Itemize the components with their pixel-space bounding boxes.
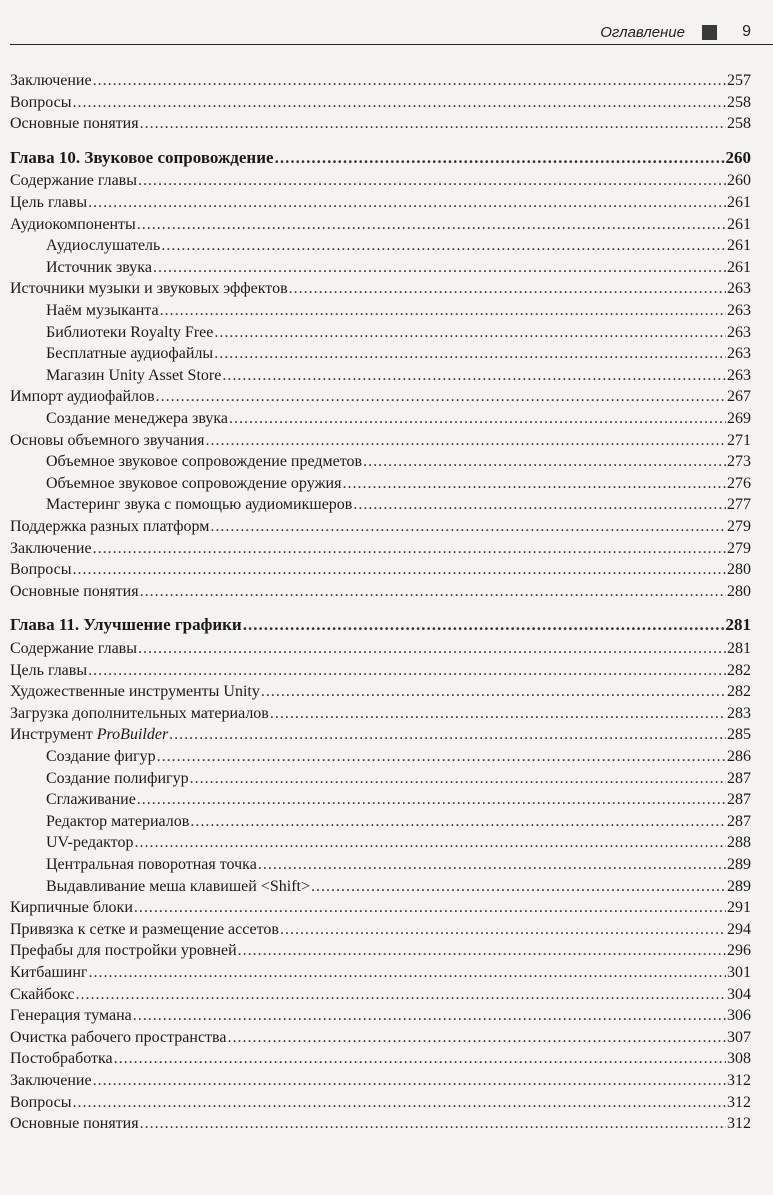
toc-page-number: 287 [727,812,751,830]
toc-entry-title-text: Содержание главы [10,640,137,657]
toc-entry-title [10,430,204,452]
dot-leader [311,876,726,898]
toc-page-number: 271 [727,431,751,449]
dot-leader [169,724,726,746]
toc-entry-row [10,538,751,560]
dot-leader [258,854,726,876]
toc-entry-row [46,451,751,473]
dot-leader [72,559,726,581]
toc-entry-title-text: Скайбокс [10,985,75,1003]
toc-page-number: 312 [727,1072,751,1089]
toc-page-number: 279 [727,539,751,557]
dot-leader [140,581,726,603]
toc-page-number: 263 [727,366,751,384]
toc-entry-row [10,703,751,725]
dot-leader [133,1005,726,1027]
toc-entry-row [46,789,751,811]
dot-leader [363,451,726,473]
running-header [10,0,773,45]
toc-page-number: 281 [725,615,751,635]
toc-entry-row [46,494,751,516]
toc-entry-title-text: Очистка рабочего пространства [10,1028,227,1046]
toc-entry-row [46,473,751,495]
dot-leader [153,257,726,279]
toc-entry-title-text: Цель главы [10,194,88,211]
toc-entry-title-text: Префабы для постройки уровней [10,942,237,960]
toc-entry-title [10,214,136,236]
toc-entry-title-text: Содержание главы [10,172,137,190]
toc-entry-title [10,703,269,725]
dot-leader [88,192,726,214]
toc-entry-title [46,322,213,344]
toc-page-number: 306 [727,1007,751,1025]
toc-entry-title-text: Источник звука [46,258,152,276]
toc-entry-title-text: Объемное звуковое сопровождение оружия [46,474,342,492]
toc-entry-title-text: Заключение [10,1072,92,1089]
toc-entry-row [46,408,751,430]
toc-entry-row [10,192,751,214]
toc-entry-title [10,147,274,169]
toc-page-number: 286 [727,748,751,765]
toc-entry-title [10,70,92,92]
toc-entry-row [10,1070,751,1092]
toc-entry-title-text: Центральная поворотная точка [46,856,257,873]
toc-page-number: 261 [727,215,751,233]
toc-page-number: 294 [727,920,751,938]
dot-leader [229,408,726,430]
toc-entry-title [10,984,74,1006]
toc-entry-title-text: Кирпичные блоки [10,899,133,917]
toc-page-number: 263 [727,302,751,319]
toc-entry-title-text: Вопросы [10,1093,72,1111]
dot-leader [210,516,726,538]
dot-leader [205,430,726,452]
dot-leader [160,300,726,322]
toc-entry-title-text: Основные понятия [10,1115,139,1133]
toc-entry-title [10,1113,139,1135]
toc-chapter-row [10,614,751,636]
toc-entry-row [10,984,751,1006]
header-square-mark [702,25,717,40]
dot-leader [353,494,726,516]
toc-entry-row [10,1113,751,1135]
toc-entry-title-text: Аудиокомпоненты [10,215,136,233]
toc-entry-title [46,451,362,473]
toc-entry-title-text: Цель главы [10,661,88,679]
toc-entry-title [46,768,189,790]
toc-entry-row [46,235,751,257]
toc-entry-title-text: Глава 11. Улучшение графики [10,615,242,635]
toc-entry-row [10,214,751,236]
toc-entry-row [10,559,751,581]
toc-page-number: 283 [727,704,751,722]
toc-entry-title [10,660,87,682]
page-number: 9 [742,23,751,40]
toc-entry-title [10,113,139,135]
toc-page-number: 285 [727,726,751,744]
dot-leader [137,789,726,811]
toc-entry-title [46,257,152,279]
dot-leader [342,473,726,495]
toc-entry-title [46,365,221,387]
toc-entry-title [10,897,133,919]
toc-entry-title-text: Вопросы [10,561,72,579]
toc-entry-row [10,70,751,92]
toc-entry-title-text: Источники музыки и звуковых эффектов [10,280,288,298]
toc-entry-title-text: Импорт аудиофайлов [10,388,155,406]
toc-entry-title-text: Основные понятия [10,115,139,133]
toc-entry-row [10,516,751,538]
toc-entry-title-text: Бесплатные аудиофайлы [46,345,214,363]
dot-leader [88,962,726,984]
dot-leader [280,919,726,941]
toc-page-number: 277 [727,496,751,514]
toc-page-number: 267 [727,388,751,406]
toc-entry-row [10,940,751,962]
dot-leader [137,214,726,236]
toc-entry-row [10,660,751,682]
toc-entry-title [10,559,71,581]
toc-entry-title [10,170,137,192]
dot-leader [134,897,726,919]
toc-page-number: 307 [727,1028,751,1046]
toc-page-number: 304 [727,985,751,1003]
header-title: Оглавление [600,24,685,41]
toc-entry-title [10,1092,71,1114]
toc-entry-title [46,300,159,322]
toc-entry-title-text: Загрузка дополнительных материалов [10,704,269,722]
toc-page-number: 301 [727,964,751,981]
dot-leader [140,1113,726,1135]
toc-entry-title-text: Постобработка [10,1050,113,1068]
toc-entry-title-text: Выдавливание меша клавишей <Shift> [46,877,310,895]
toc-page-number: 258 [727,93,751,111]
toc-entry-title [10,92,71,114]
toc-entry-row [46,832,751,854]
toc-entry-title [46,832,133,854]
toc-entry-title-text: Наём музыканта [46,302,159,319]
toc-entry-title [10,278,288,300]
toc-page-number: 269 [727,410,751,427]
toc-entry-title [46,408,228,430]
toc-entry-title [46,235,160,257]
toc-entry-title-text: Сглаживание [46,791,136,809]
toc-entry-title [10,1027,226,1049]
toc-entry-title-text: Основы объемного звучания [10,431,205,449]
toc-entry-title [10,192,87,214]
toc-page-number: 279 [727,518,751,535]
dot-leader [238,940,726,962]
toc-entry-row [46,257,751,279]
toc-entry-row [10,386,751,408]
dot-leader [227,1027,726,1049]
toc-page-number: 287 [727,769,751,787]
toc-entry-title-text: Заключение [10,539,92,557]
toc-entry-row [10,1027,751,1049]
toc-entry-title-text: Создание полифигур [46,769,189,787]
dot-leader [88,660,726,682]
toc-entry-title [46,746,156,768]
toc-page-number: 287 [727,791,751,809]
toc-entry-row [10,430,751,452]
toc-entry-title [10,638,137,660]
toc-entry-title [10,962,87,984]
dot-leader [161,235,726,257]
toc-entry-title-text: Мастеринг звука с помощью аудиомикшеров [46,496,353,514]
toc-page-number: 260 [725,147,751,167]
toc-entry-title [10,581,139,603]
dot-leader [93,70,726,92]
toc-page-number: 281 [727,640,751,657]
dot-leader [114,1048,726,1070]
toc-entry-title [10,940,237,962]
toc-page-number: 289 [727,877,751,895]
toc-entry-title-text: Глава 10. Звуковое сопровождение [10,147,274,167]
toc-entry-row [10,1092,751,1114]
toc-entry-title-text: Объемное звуковое сопровождение предметов [46,453,363,471]
toc-entry-title [46,811,189,833]
toc-entry-title-text: Привязка к сетке и размещение ассетов [10,920,279,938]
toc-entry-row [10,962,751,984]
toc-page-number: 273 [727,453,751,471]
toc-entry-title [46,876,310,898]
dot-leader [138,638,726,660]
toc-page-number: 308 [727,1050,751,1068]
toc-page-number: 280 [727,561,751,579]
toc-page-number: 276 [727,474,751,492]
toc-page-number: 263 [727,323,751,341]
dot-leader [214,343,726,365]
toc-entry-title-text: Магазин Unity Asset Store [46,366,222,384]
toc-entry-title [10,681,260,703]
toc-page-number: 296 [727,942,751,960]
toc-entry-title-text: UV-редактор [46,834,134,852]
toc-entry-title-text: Основные понятия [10,582,139,600]
dot-leader [140,113,726,135]
toc-entry-row [46,322,751,344]
toc-page-number: 282 [727,683,751,701]
dot-leader [275,147,725,169]
toc-entry-title-text: Создание менеджера звука [46,410,228,427]
toc-page-number: 312 [727,1115,751,1133]
dot-leader [243,614,725,636]
toc-entry-title [46,494,352,516]
dot-leader [134,832,726,854]
toc-entry-title [10,1070,92,1092]
toc-entry-row [10,92,751,114]
dot-leader [270,703,726,725]
dot-leader [157,746,726,768]
dot-leader [289,278,726,300]
dot-leader [138,170,726,192]
toc-entry-row [10,1048,751,1070]
toc-entry-title [46,789,136,811]
toc-entry-row [46,876,751,898]
dot-leader [75,984,726,1006]
dot-leader [72,92,726,114]
toc-page-number: 258 [727,115,751,133]
toc-entry-row [10,724,751,746]
dot-leader [156,386,726,408]
toc-entry-row [10,581,751,603]
toc-entry-row [10,278,751,300]
toc-page-number: 263 [727,345,751,363]
dot-leader [261,681,726,703]
toc-page-number: 261 [727,258,751,276]
toc-page-number: 289 [727,856,751,873]
dot-leader [93,1070,726,1092]
toc-entry-title-text: Инструмент [10,726,97,744]
toc-page-number: 263 [727,280,751,298]
toc-entry-row [46,811,751,833]
toc-entry-row [46,365,751,387]
dot-leader [190,768,726,790]
toc-page-number: 261 [727,194,751,211]
dot-leader [93,538,726,560]
toc-entry-title [10,1048,113,1070]
dot-leader [72,1092,726,1114]
toc-page-number: 257 [727,72,751,89]
toc-entry-row [10,170,751,192]
dot-leader [214,322,726,344]
toc-entry-title [10,724,168,746]
toc-entry-title [10,1005,132,1027]
toc-page-number: 282 [727,661,751,679]
toc-entry-title [10,919,279,941]
toc-page-number: 280 [727,582,751,600]
toc-entry-row [10,681,751,703]
toc-entry-title [46,343,213,365]
toc-entry-title-text: Китбашинг [10,964,88,981]
toc-entry-title-text: Заключение [10,72,92,89]
toc-entry-title-text: Генерация тумана [10,1007,132,1025]
toc-entry-row [46,746,751,768]
toc-entry-row [46,768,751,790]
toc-entry-title-text: Аудиослушатель [46,237,161,255]
toc-entry-title-text: Художественные инструменты Unity [10,683,260,701]
toc-entry-row [10,638,751,660]
toc-entry-title [10,516,209,538]
toc-entry-title-italic: ProBuilder [96,726,169,744]
toc-page-number: 288 [727,834,751,852]
toc-entry-title-text: Библиотеки Royalty Free [46,323,214,341]
toc-entry-title [46,473,341,495]
dot-leader [190,811,726,833]
toc-page-number: 260 [727,172,751,190]
toc-entry-title [46,854,257,876]
toc-entry-title-text: Поддержка разных платформ [10,518,210,535]
toc-entry-title-text: Вопросы [10,93,72,111]
toc-entry-row [46,854,751,876]
toc-chapter-row [10,147,751,169]
toc-entry-row [10,897,751,919]
toc-entry-title [10,614,242,636]
dot-leader [222,365,726,387]
toc-page-number: 291 [727,899,751,917]
toc-entry-title-text: Редактор материалов [46,812,190,830]
toc-entry-title [10,386,155,408]
toc-entry-row [10,1005,751,1027]
toc-entry-title-text: Создание фигур [46,748,156,765]
toc-entry-row [46,343,751,365]
toc-page-number: 261 [727,237,751,255]
toc-entry-title [10,538,92,560]
toc-entry-row [46,300,751,322]
toc-entry-row [10,919,751,941]
toc-entry-row [10,113,751,135]
toc-page-number: 312 [727,1093,751,1111]
